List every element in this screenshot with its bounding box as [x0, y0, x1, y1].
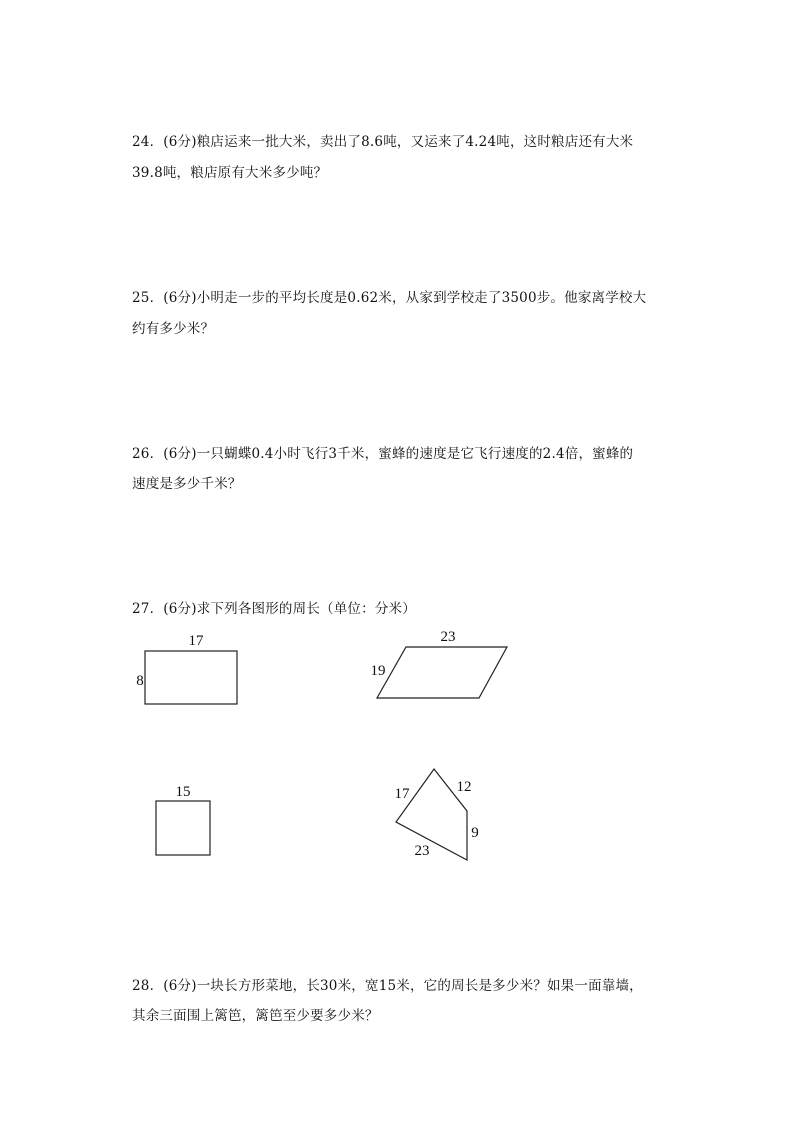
square-shape: [156, 801, 210, 855]
problem-text: 一只蝴蝶0.4小时飞行3千米，蜜蜂的速度是它飞行速度的2.4倍，蜜蜂的: [196, 446, 634, 462]
quadrilateral-label-a: 17: [394, 786, 410, 802]
problem-text: 求下列各图形的周长（单位：分米）: [196, 601, 416, 617]
problem-number: 25．: [132, 290, 164, 306]
problem-score: (6分): [163, 446, 197, 462]
rectangle-top-label: 17: [188, 633, 204, 649]
problem-number: 28．: [132, 978, 164, 994]
problem-score: (6分): [163, 601, 197, 617]
square-top-label: 15: [175, 784, 191, 800]
quadrilateral-label-b: 12: [456, 779, 472, 795]
problem-24-line2: 39.8吨，粮店原有大米多少吨？: [132, 165, 328, 181]
problem-26-line2: 速度是多少千米？: [132, 476, 242, 492]
parallelogram-shape: [377, 647, 507, 698]
parallelogram-left-label: 19: [370, 663, 386, 679]
problem-score: (6分): [163, 134, 197, 150]
problem-25-line2: 约有多少米？: [132, 321, 215, 337]
quadrilateral-label-c: 9: [471, 825, 479, 841]
problem-28-line2: 其余三面围上篱笆，篱笆至少要多少米？: [132, 1008, 379, 1024]
problem-number: 24．: [132, 134, 164, 150]
problem-text: 小明走一步的平均长度是0.62米，从家到学校走了3500步。他家离学校大: [196, 290, 647, 306]
quadrilateral-label-d: 23: [414, 843, 430, 859]
problem-score: (6分): [163, 290, 197, 306]
problem-text: 粮店运来一批大米，卖出了8.6吨，又运来了4.24吨，这时粮店还有大米: [196, 134, 634, 150]
problem-text: 一块长方形菜地，长30米，宽15米，它的周长是多少米？如果一面靠墙，: [196, 978, 643, 994]
parallelogram-top-label: 23: [440, 629, 456, 645]
problem-28-line1: [132, 974, 643, 994]
rectangle-left-label: 8: [136, 673, 144, 689]
rectangle-shape: [145, 651, 237, 704]
problem-number: 27．: [132, 601, 164, 617]
problem-score: (6分): [163, 978, 197, 994]
problem-number: 26．: [132, 446, 164, 462]
